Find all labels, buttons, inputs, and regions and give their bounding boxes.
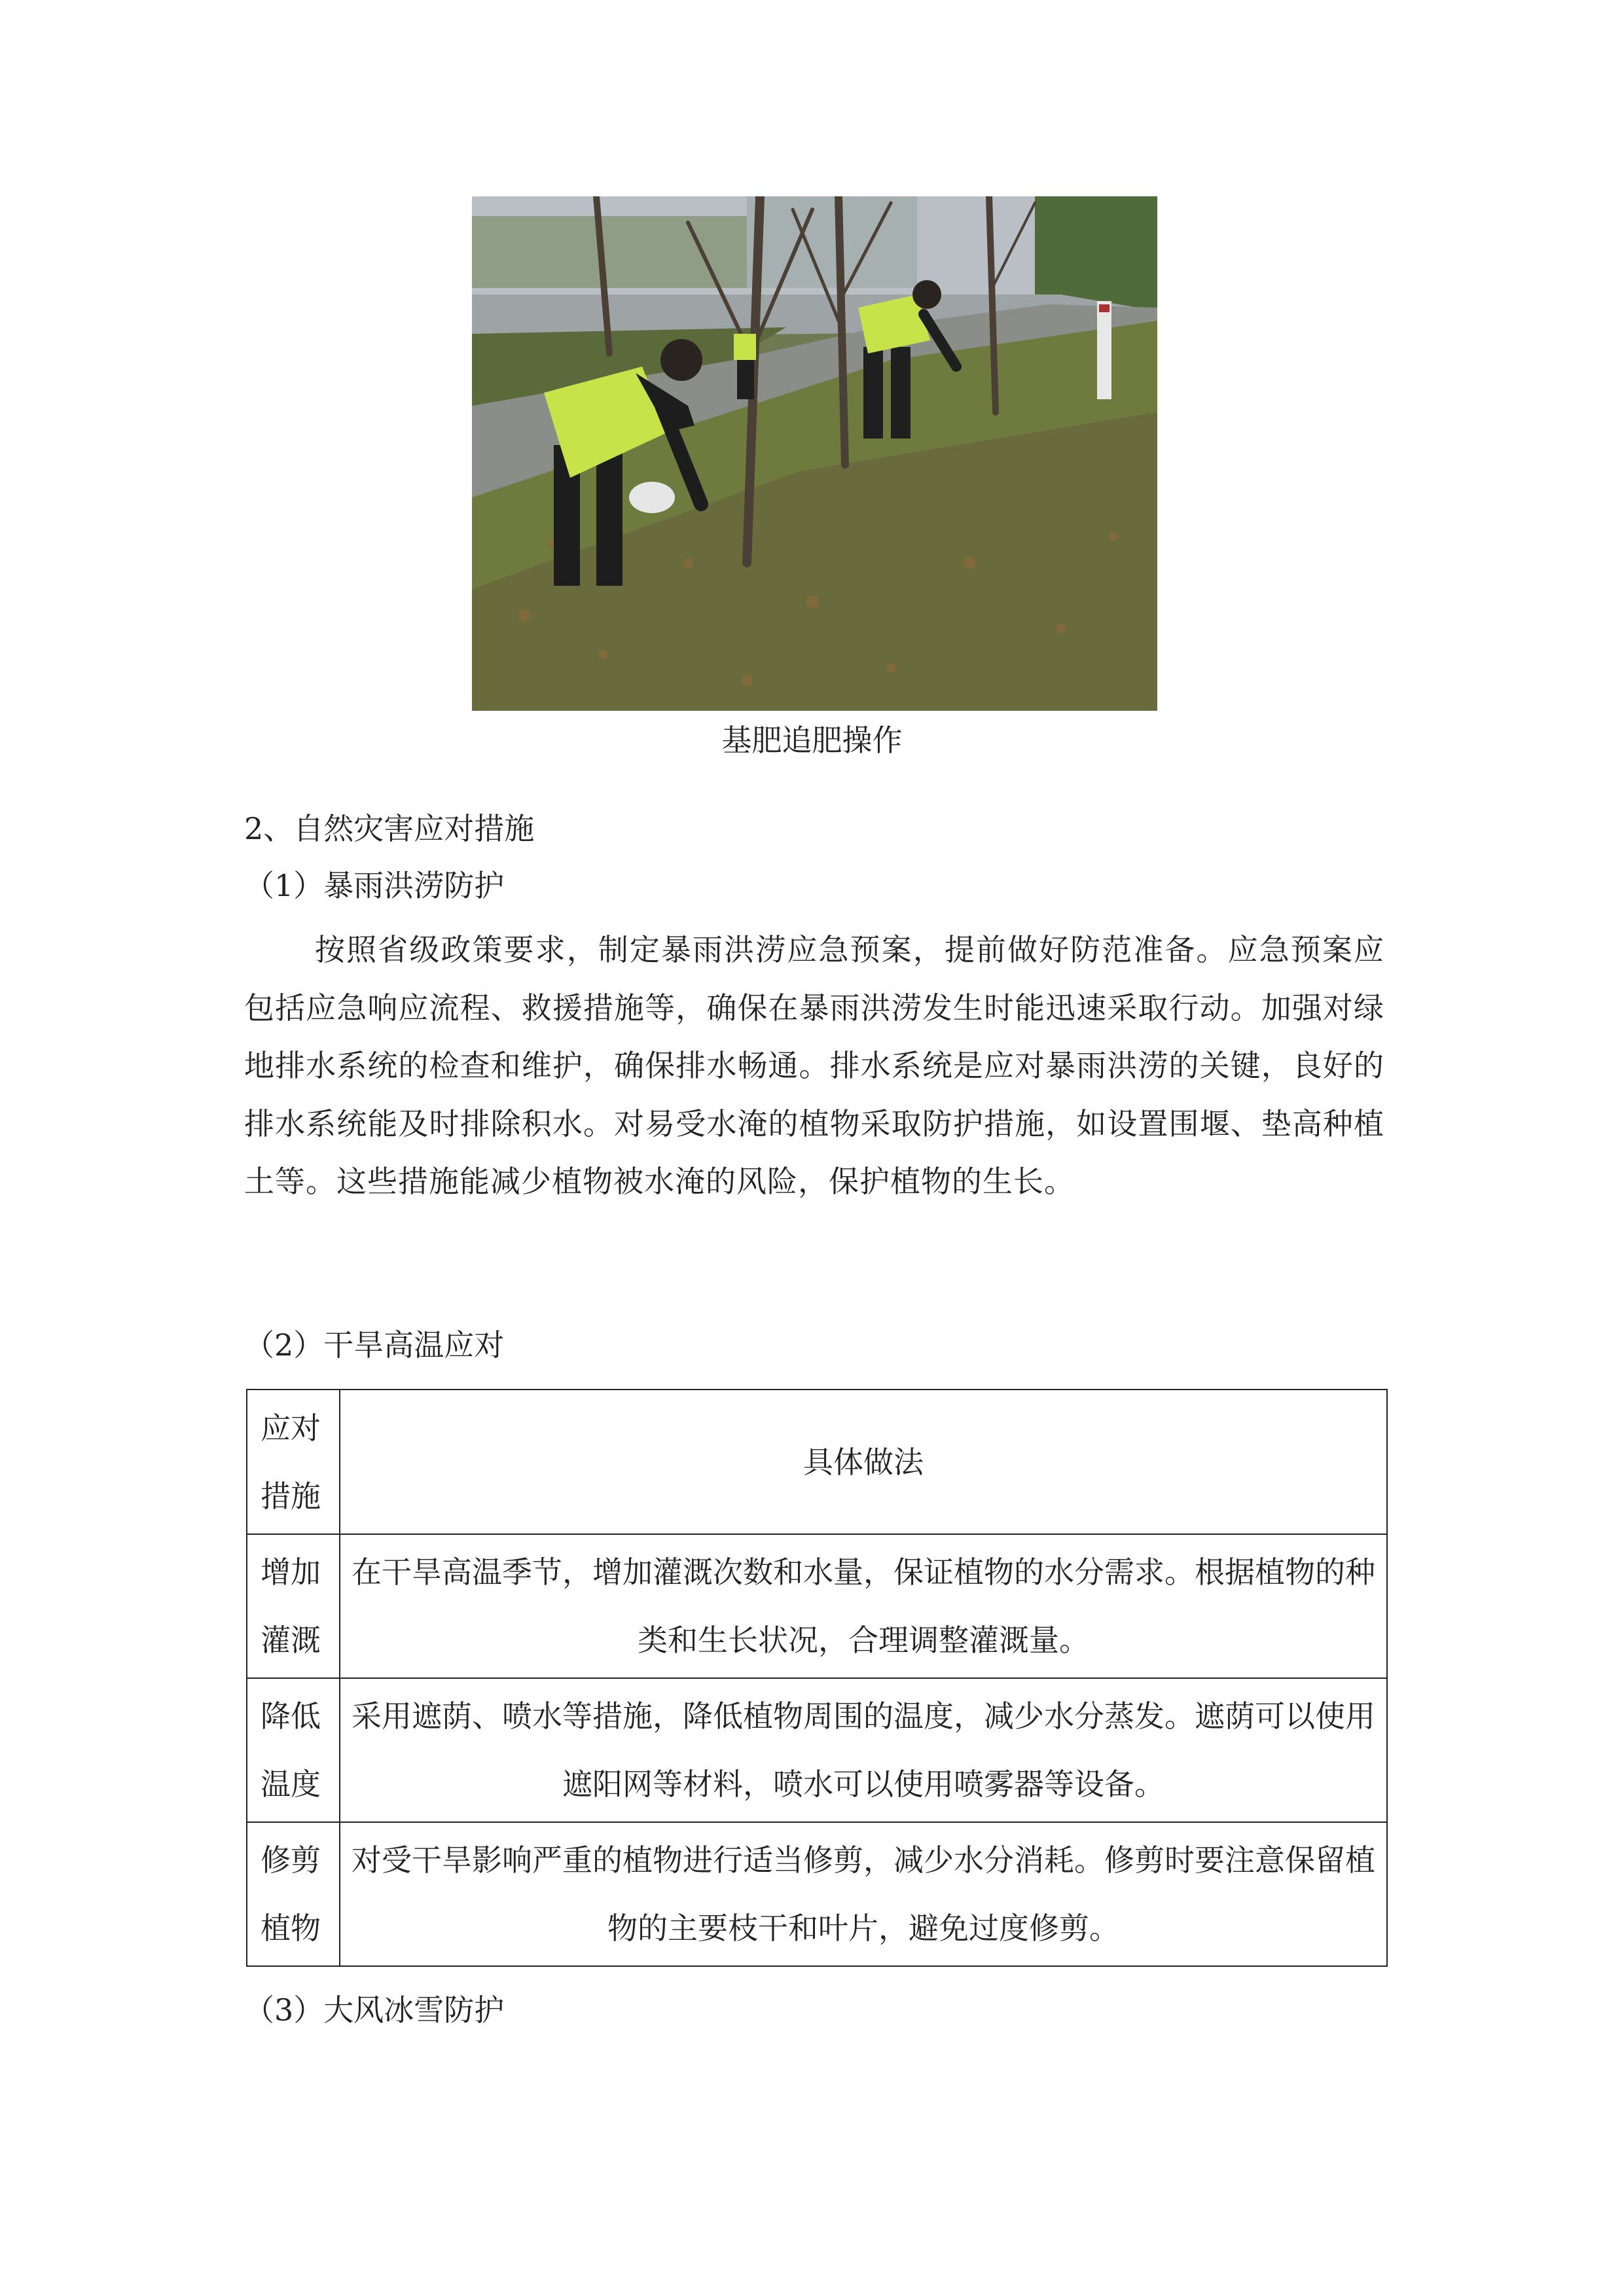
table-row <box>247 1534 1387 1678</box>
measure-cell <box>247 1534 340 1678</box>
rainstorm-paragraph: 按照省级政策要求，制定暴雨洪涝应急预案，提前做好防范准备。应急预案应包括应急响应流程、救援措施等，确保在暴雨洪涝发生时能迅速采取行动。加强对绿地排水系统的检查和维护，确保排水畅通。排水系统是应对暴雨洪涝的关键，良好的排水系统能及时排除积水。对易受水淹的植物采取防护措施，如设置围堰、垫高种植土等。这些措施能减少植物被水淹的风险，保护植物的生长。 <box>244 932 1384 1199</box>
fertilizing-photo <box>472 196 1157 711</box>
measure-line2: 温度 <box>261 1767 321 1802</box>
table-row <box>247 1678 1387 1822</box>
header-measure-cell <box>247 1390 340 1534</box>
header-measure-line1: 应对 <box>261 1410 321 1446</box>
measure-cell <box>247 1678 340 1822</box>
subheading-wind-snow: （3）大风冰雪防护 <box>244 1992 505 2028</box>
photo-illustration <box>472 196 1157 711</box>
section-heading: 2、自然灾害应对措施 <box>244 811 535 846</box>
table-row <box>247 1822 1387 1966</box>
measure-line1: 修剪 <box>261 1842 321 1878</box>
header-detail-cell: 具体做法 <box>340 1390 1387 1534</box>
measure-line1: 降低 <box>261 1698 321 1734</box>
drought-measures-table <box>246 1389 1388 1967</box>
measure-line2: 灌溉 <box>261 1623 321 1658</box>
header-measure-line2: 措施 <box>261 1478 321 1514</box>
measure-line2: 植物 <box>261 1910 321 1946</box>
measure-cell <box>247 1822 340 1966</box>
subheading-rainstorm: （1）暴雨洪涝防护 <box>244 868 505 903</box>
subheading-drought: （2）干旱高温应对 <box>244 1327 505 1363</box>
figure-caption: 基肥追肥操作 <box>721 723 903 758</box>
measure-line1: 增加 <box>261 1554 321 1590</box>
detail-cell: 对受干旱影响严重的植物进行适当修剪，减少水分消耗。修剪时要注意保留植物的主要枝干和叶片，避免过度修剪。 <box>340 1822 1387 1966</box>
detail-cell: 采用遮荫、喷水等措施，降低植物周围的温度，减少水分蒸发。遮荫可以使用遮阳网等材料，喷水可以使用喷雾器等设备。 <box>340 1678 1387 1822</box>
detail-cell: 在干旱高温季节，增加灌溉次数和水量，保证植物的水分需求。根据植物的种类和生长状况，合理调整灌溉量。 <box>340 1534 1387 1678</box>
table-header-row <box>247 1390 1387 1534</box>
